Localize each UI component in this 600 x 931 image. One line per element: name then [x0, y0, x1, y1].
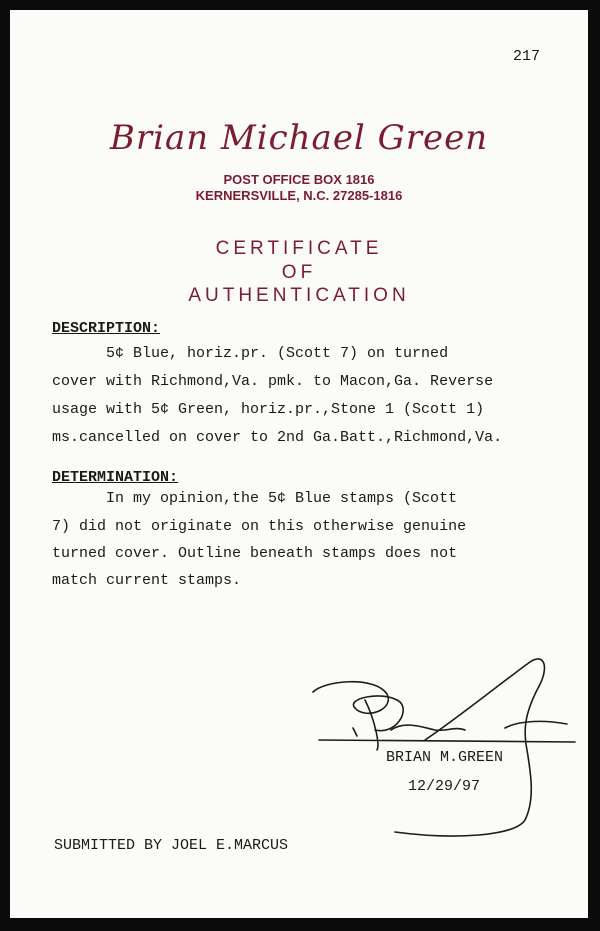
letterhead-name: Brian Michael Green: [109, 118, 489, 158]
title-line1: CERTIFICATE: [215, 238, 383, 259]
description-line: ms.cancelled on cover to 2nd Ga.Batt.,Richmond,Va.: [52, 429, 503, 446]
certificate-page: [10, 10, 588, 918]
determination-line: match current stamps.: [52, 572, 242, 589]
description-heading: DESCRIPTION:: [52, 320, 161, 337]
letterhead-address-line1: POST OFFICE BOX 1816: [223, 172, 375, 187]
description-line: 5¢ Blue, horiz.pr. (Scott 7) on turned: [52, 345, 449, 362]
title-line3: AUTHENTICATION: [188, 285, 410, 306]
description-line: usage with 5¢ Green, horiz.pr.,Stone 1 (Scott 1): [52, 401, 485, 418]
determination-line: In my opinion,the 5¢ Blue stamps (Scott: [52, 490, 458, 507]
description-line: cover with Richmond,Va. pmk. to Macon,Ga. Reverse: [52, 373, 494, 390]
determination-line: 7) did not originate on this otherwise genuine: [52, 518, 467, 535]
letterhead-address-line2: KERNERSVILLE, N.C. 27285-1816: [195, 188, 403, 203]
signature-date: 12/29/97: [408, 778, 481, 795]
page-number: 217: [512, 48, 540, 65]
determination-line: turned cover. Outline beneath stamps does not: [52, 545, 458, 562]
determination-heading: DETERMINATION:: [52, 469, 179, 486]
signer-name: BRIAN M.GREEN: [386, 749, 504, 766]
title-line2: OF: [281, 262, 317, 283]
submitted-by: SUBMITTED BY JOEL E.MARCUS: [54, 837, 289, 854]
